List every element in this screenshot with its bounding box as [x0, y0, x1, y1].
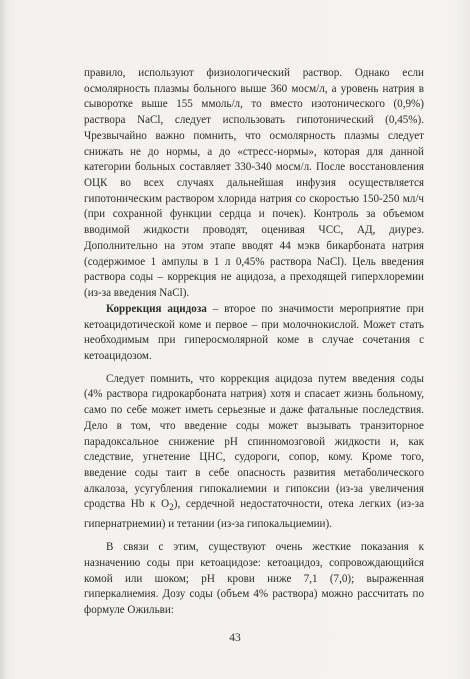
- section-heading-acidosis-correction: Коррекция ацидоза: [106, 302, 207, 315]
- paragraph-3: [84, 372, 424, 533]
- oxygen-subscript: 2: [169, 503, 174, 514]
- paragraph-3-text-b: ), сердечной недостаточности, отека легких (из-за гипернатриемии) и тетании (из-за гипокальциемии).: [84, 498, 424, 531]
- paragraph-3-text-a: Следует помнить, что коррекция ацидоза путем введения соды (4% раствора гидрокарбоната натрия) хотя и спасает жизнь больному, само по себе может иметь серьезные и даже фатальные последствия. Дело в том, что введение соды может вызывать транзиторное парадоксальное снижение pH спинномозговой жидкости и, как следствие, угнетение ЦНС, судороги, сопор, кому. Кроме того, введение соды таит в себе опасность развития метаболического алкалоза, усугубления гипокалиемии и гипоксии (из-за увеличения сродства Hb к O: [84, 372, 424, 511]
- paragraph-2-text: – второе по значимости мероприятие при кетоацидотической коме и первое – при молочнокислой. Может стать необходимым при гиперосмолярной коме в случае сочетания с кетоацидозом.: [84, 302, 424, 362]
- body-text: [84, 66, 424, 619]
- paragraph-4: В связи с этим, существуют очень жесткие показания к назначению соды при кетоацидозе: кетоацидоз, сопровождающийся комой или шоком; pH крови ниже 7,1 (7,0); выраженная гиперкалиемия. Дозу соды (объем 4% раствора) можно рассчитать по формуле Ожильви:: [84, 541, 424, 616]
- page-number: 43: [229, 632, 241, 644]
- page-edge-shadow: [0, 0, 6, 679]
- paragraph-1: правило, используют физиологический раствор. Однако если осмолярность плазмы больного выше 360 мосм/л, а уровень натрия в сыворотке выше 155 ммоль/л, то вместо изотонического (0,9%) раствора NaCl, следует использовать гипотонический (0,45%). Чрезвычайно важно помнить, что осмолярность плазмы следует снижать не до нормы, а до «стресс-нормы», которая для данной категории больных составляет 330-340 мосм/л. После восстановления ОЦК во всех случаях дальнейшая инфузия осуществляется гипотоническим раствором хлорида натрия со скоростью 150-250 мл/ч (при сохранной функции сердца и почек). Контроль за объемом вводимой жидкости проводят, оценивая ЧСС, АД, диурез. Дополнительно на этом этапе вводят 44 мэкв бикарбоната натрия (содержимое 1 ампулы в 1 л 0,45% раствора NaCl). Цель введения раствора соды – коррекция не ацидоза, а преходящей гиперхлоремии (из-за введения NaCl).: [84, 67, 424, 300]
- paragraph-2: [84, 302, 424, 365]
